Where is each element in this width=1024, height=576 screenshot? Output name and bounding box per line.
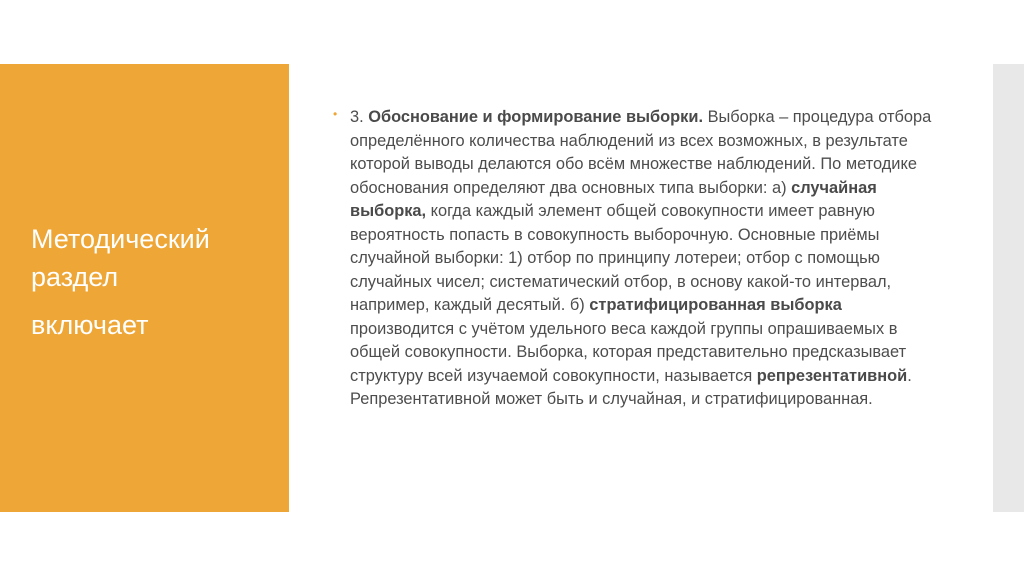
bullet-item — [333, 106, 933, 412]
slide-title-line-2: раздел — [31, 262, 119, 292]
text-run-1: 3. — [350, 108, 369, 126]
bullet-icon: • — [333, 107, 338, 121]
text-run-4: производится с учётом удельного веса каждой группы опрашиваемых в общей совокупности. Выборка, которая представительно предсказывает структуру всей изучаемой совокупности, называется — [350, 319, 907, 385]
slide-title-line-3: включает — [31, 310, 149, 340]
side-strip — [993, 64, 1024, 512]
bullet-paragraph — [350, 106, 933, 412]
slide-title — [31, 220, 281, 344]
bold-run-2: случайная выборка, — [350, 178, 877, 220]
slide-title-line-1: Методический — [31, 224, 210, 254]
text-run-5: . Репрезентативной может быть и случайная, и стратифицированная. — [350, 366, 912, 408]
bold-run-4: репрезентативной — [756, 366, 908, 385]
text-run-3: когда каждый элемент общей совокупности имеет равную вероятность попасть в совокупность выборочную. Основные приёмы случайной выборки: 1) отбор по принципу лотереи; отбор с помощью случайных чисел; систематический отбор, в основу какой-то интервал, например, каждый десятый. б) — [350, 202, 892, 314]
text-run-2: Выборка – процедура отбора определённого количества наблюдений из всех возможных, в результате которой выводы делаются обо всём множестве наблюдений. По методике обоснования определяют два основных типа выборки: а) — [350, 108, 932, 197]
bold-run-3: стратифицированная выборка — [589, 296, 842, 314]
bold-run-1: Обоснование и формирование выборки. — [368, 108, 704, 126]
content-area — [333, 106, 933, 412]
